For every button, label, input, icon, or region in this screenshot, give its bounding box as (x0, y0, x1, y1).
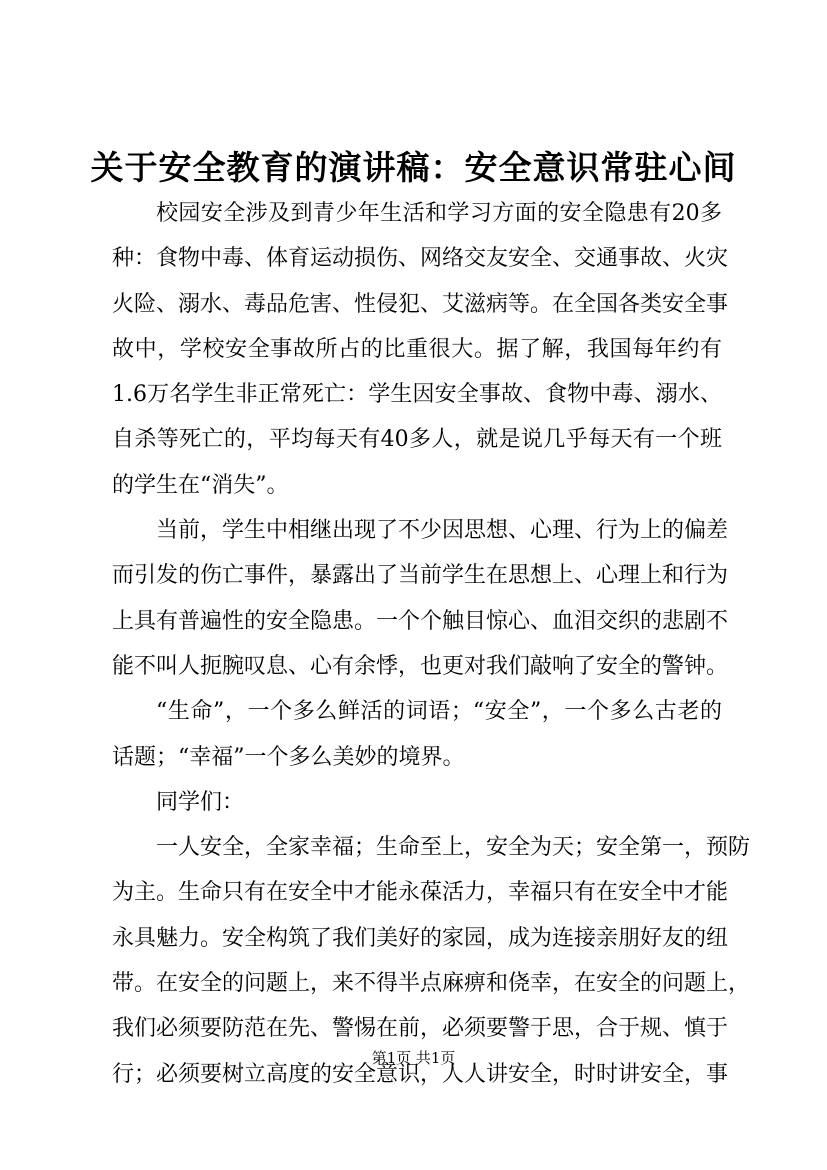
text-line: 1.6万名学生非正常死亡：学生因安全事故、食物中毒、溺水、 (112, 382, 722, 408)
text-line: 上具有普遍性的安全隐患。一个个触目惊心、血泪交织的悲剧不 (112, 608, 729, 634)
text-line: “生命”，一个多么鲜活的词语；“安全”，一个多么古老的 (156, 699, 722, 725)
text-line: 永具魅力。安全构筑了我们美好的家园，成为连接亲朋好友的纽 (112, 925, 729, 951)
document-title: 关于安全教育的演讲稿：安全意识常驻心间 (90, 148, 737, 187)
text-line: 校园安全涉及到青少年生活和学习方面的安全隐患有20多 (156, 201, 722, 226)
text-line: 行；必须要树立高度的安全意识，人人讲安全，时时讲安全，事 (112, 1061, 729, 1087)
text-line: 带。在安全的问题上，来不得半点麻痹和侥幸，在安全的问题上， (112, 971, 751, 997)
text-line: 自杀等死亡的，平均每天有40多人，就是说几乎每天有一个班 (112, 427, 722, 453)
text-line: 一人安全，全家幸福；生命至上，安全为天；安全第一，预防 (156, 835, 751, 861)
document-body (112, 191, 751, 1097)
text-line: 能不叫人扼腕叹息、心有余悸，也更对我们敲响了安全的警钟。 (112, 653, 729, 679)
text-line: 同学们： (156, 789, 245, 815)
text-line: 而引发的伤亡事件，暴露出了当前学生在思想上、心理上和行为 (112, 563, 729, 589)
page-footer: 第1页 共1页 (371, 1049, 456, 1067)
text-line: 话题；“幸福”一个多么美妙的境界。 (112, 744, 465, 770)
text-line: 为主。生命只有在安全中才能永葆活力，幸福只有在安全中才能 (112, 880, 729, 906)
text-line: 火险、溺水、毒品危害、性侵犯、艾滋病等。在全国各类安全事 (112, 291, 729, 317)
text-line: 种：食物中毒、体育运动损伤、网络交友安全、交通事故、火灾 (112, 246, 729, 272)
text-line: 的学生在“消失”。 (112, 472, 289, 498)
text-line: 我们必须要防范在先、警惕在前，必须要警于思，合于规、慎于 (112, 1016, 729, 1042)
text-line: 故中，学校安全事故所占的比重很大。据了解，我国每年约有 (112, 336, 722, 362)
text-line: 当前，学生中相继出现了不少因思想、心理、行为上的偏差 (156, 518, 729, 544)
